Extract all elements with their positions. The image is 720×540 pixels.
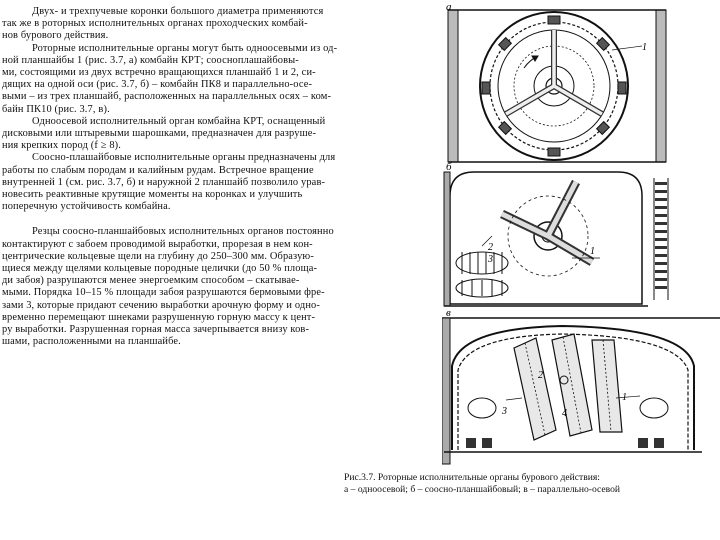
text-line: ди забоя) разрушаются менее энергоемким способом – скатывае- bbox=[2, 275, 300, 287]
text-line: внутренней 1 (см. рис. 3.7, б) и наружной 2 планшайб позволило урав- bbox=[2, 176, 326, 188]
label-a: а bbox=[446, 1, 452, 13]
text-line: временно перемещают шнеками разрушенную горную массу к цент- bbox=[2, 311, 316, 323]
text-line: зами 3, которые придают сечению выработки арочную форму и одно- bbox=[2, 299, 320, 311]
text-line: мыми. Порядка 10–15 % площади забоя разрушаются бермовыми фре- bbox=[2, 287, 325, 299]
text-line: ной планшайбы 1 (рис. 3.7, а) комбайн КРТ; соосноплашайбовы- bbox=[2, 54, 299, 66]
panel-a-drawing bbox=[448, 10, 666, 162]
text-line: так же в роторных исполнительных органах проходческих комбай- bbox=[2, 18, 308, 30]
text-line: Соосно-плашайбовые исполнительные органы предназначены для bbox=[32, 152, 336, 164]
text-line: контактируют с забоем проводимой выработки, прорезая в нем кон- bbox=[2, 238, 313, 250]
label-b: б bbox=[446, 161, 452, 173]
label-1-v: 1 bbox=[622, 392, 627, 403]
text-line: байн ПК10 (рис. 3.7, в). bbox=[2, 103, 110, 115]
panel-b-drawing bbox=[444, 172, 668, 306]
text-line: выми – из трех планшайб, расположенных на параллельных осях – ком- bbox=[2, 91, 332, 103]
label-v: в bbox=[446, 307, 451, 319]
figure-3-7 bbox=[442, 0, 720, 470]
caption-line-1: Рис.3.7. Роторные исполнительные органы бурового действия: bbox=[344, 472, 600, 483]
text-line: Двух- и трехпучевые коронки большого диаметра применяются bbox=[32, 6, 324, 17]
figure-caption bbox=[344, 472, 716, 496]
paragraph-5 bbox=[2, 226, 438, 348]
paragraph-3 bbox=[2, 116, 438, 153]
text-line: нов бурового действия. bbox=[2, 30, 109, 42]
article-text bbox=[2, 6, 438, 348]
text-line: новесить реактивные крутящие моменты на коронках и улучшить bbox=[2, 189, 303, 201]
label-2-b: 2 bbox=[488, 242, 493, 253]
text-line: ми, состоящими из двух встречно вращающихся планшайб 1 и 2, си- bbox=[2, 67, 316, 79]
label-2-v: 2 bbox=[538, 370, 543, 381]
text-line: поперечную устойчивость комбайна. bbox=[2, 201, 171, 213]
text-line: центрические кольцевые щели на глубину до 250–300 мм. Образую- bbox=[2, 250, 314, 262]
text-line: Одноосевой исполнительный орган комбайна КРТ, оснащенный bbox=[32, 115, 326, 127]
label-3-b: 3 bbox=[488, 254, 493, 265]
figure-drawing bbox=[442, 0, 720, 470]
label-3-v: 3 bbox=[502, 406, 507, 417]
paragraph-gap bbox=[2, 213, 438, 226]
text-line: щиеся между щелями кольцевые породные целички (до 50 % площа- bbox=[2, 263, 318, 275]
text-line: дисковыми или штыревыми шарошками, предназначен для разруше- bbox=[2, 128, 317, 140]
text-line: Резцы соосно-планшайбовых исполнительных органов постоянно bbox=[32, 226, 334, 238]
text-line: Роторные исполнительные органы могут быть одноосевыми из од- bbox=[32, 42, 338, 54]
label-1-b: 1 bbox=[590, 246, 595, 257]
caption-line-2: а – одноосевой; б – соосно-планшайбовый; в – параллельно-осевой bbox=[344, 484, 621, 495]
text-line: шами, расположенными на планшайбе. bbox=[2, 336, 181, 348]
text-line: дящих на одной оси (рис. 3.7, б) – комбайн ПК8 и параллельно-осе- bbox=[2, 79, 313, 91]
panel-c-drawing bbox=[442, 318, 720, 464]
text-line: ния крепких пород (f ≥ 8). bbox=[2, 140, 122, 152]
paragraph-1 bbox=[2, 6, 438, 43]
text-line: работы по слабым породам и калийным рудам. Встречное вращение bbox=[2, 164, 314, 176]
paragraph-2 bbox=[2, 43, 438, 116]
text-line: ру выработки. Разрушенная горная масса зачерпывается внизу ков- bbox=[2, 324, 310, 336]
paragraph-4 bbox=[2, 152, 438, 213]
label-4-v: 4 bbox=[562, 408, 567, 419]
label-1-a: 1 bbox=[642, 42, 647, 53]
